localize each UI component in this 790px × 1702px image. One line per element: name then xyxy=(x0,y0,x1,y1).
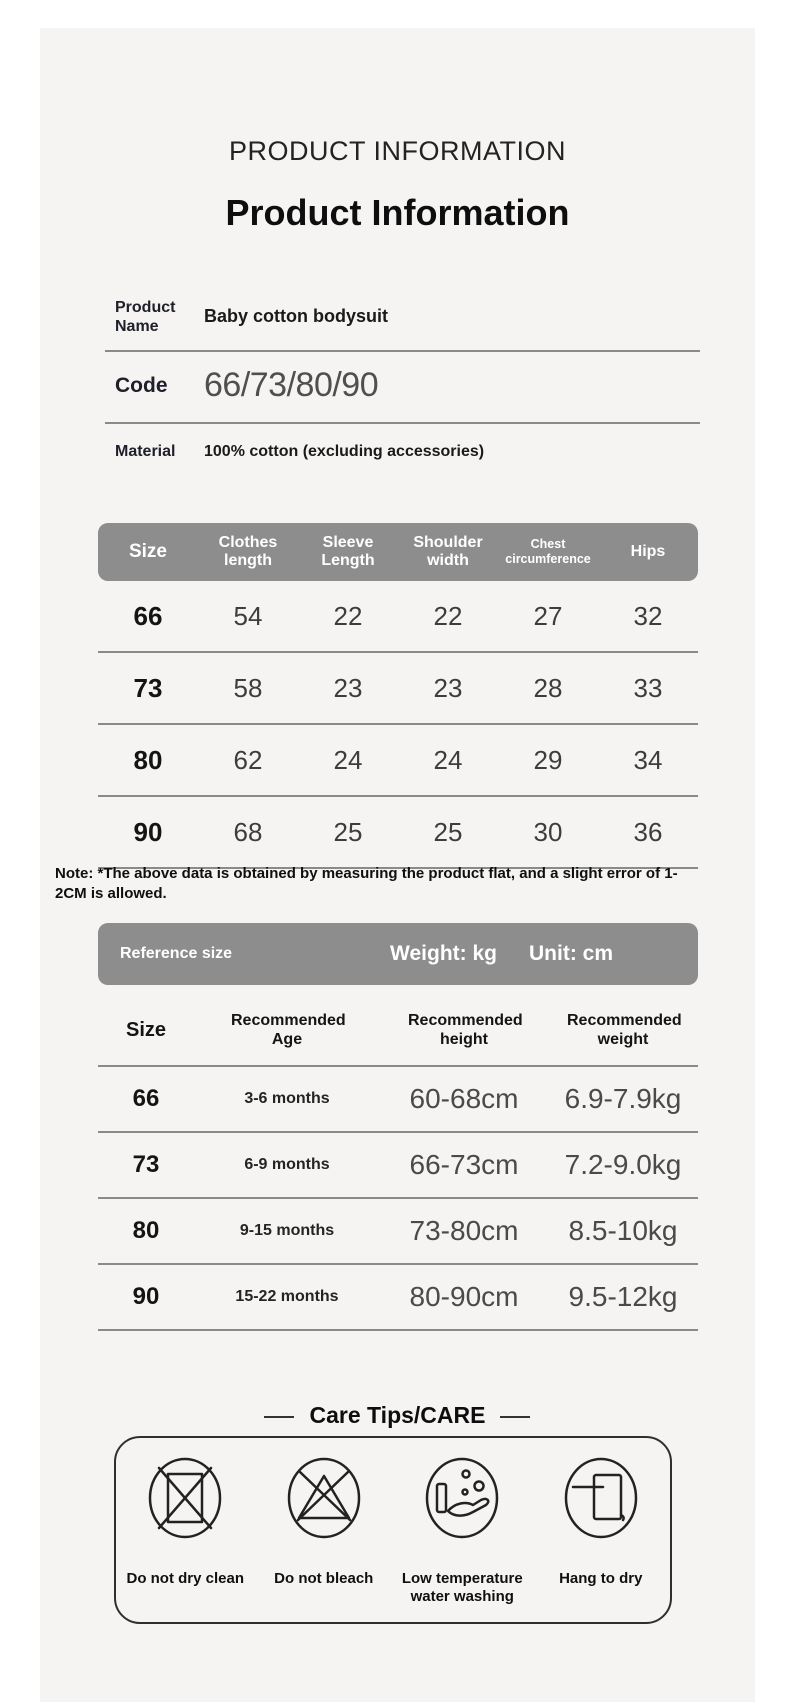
size-table-row xyxy=(98,797,698,869)
code-label: Code xyxy=(115,374,168,397)
cell-weight: 9.5-12kg xyxy=(568,1281,678,1312)
care-item-label: Do not dry clean xyxy=(126,1570,245,1587)
cell-size: 80 xyxy=(132,1217,160,1244)
cell-shoulder-width: 24 xyxy=(433,744,463,775)
do-not-bleach-icon xyxy=(286,1456,362,1540)
ref-size-col-header: Size xyxy=(125,1018,167,1041)
cell-sleeve-length: 23 xyxy=(333,672,363,703)
cell-size: 66 xyxy=(133,600,163,631)
size-table-row xyxy=(98,725,698,797)
cell-clothes-length: 68 xyxy=(233,816,263,847)
care-instructions-box xyxy=(114,1436,672,1624)
reference-size-header xyxy=(98,923,698,985)
care-title-right-line xyxy=(500,1416,530,1418)
page-title: Product Information xyxy=(225,192,570,233)
cell-weight: 6.9-7.9kg xyxy=(564,1083,682,1114)
cell-hips: 33 xyxy=(633,672,663,703)
cell-weight: 8.5-10kg xyxy=(568,1215,678,1246)
size-table-body xyxy=(98,581,698,869)
care-item xyxy=(255,1456,393,1588)
reference-table-columns xyxy=(98,995,698,1067)
page-subtitle: PRODUCT INFORMATION xyxy=(229,136,566,166)
reference-table-row xyxy=(98,1265,698,1331)
cell-size: 80 xyxy=(133,744,163,775)
divider xyxy=(105,422,700,424)
low-temperature-wash-icon xyxy=(424,1456,500,1540)
cell-height: 80-90cm xyxy=(409,1281,519,1312)
shoulder-width-col-header: Shoulder width xyxy=(413,534,483,569)
cell-shoulder-width: 25 xyxy=(433,816,463,847)
clothes-length-col-header: Clothes length xyxy=(218,534,278,569)
cell-age: 3-6 months xyxy=(244,1090,330,1107)
size-col-header: Size xyxy=(128,541,168,562)
cell-size: 66 xyxy=(132,1085,160,1112)
cell-age: 9-15 months xyxy=(239,1222,335,1239)
care-item-label: Hang to dry xyxy=(559,1570,643,1587)
care-item xyxy=(393,1456,531,1606)
ref-age-col-header: Recommended Age xyxy=(231,1012,346,1048)
cell-size: 90 xyxy=(133,816,163,847)
cell-size: 73 xyxy=(132,1151,160,1178)
cell-sleeve-length: 25 xyxy=(333,816,363,847)
cell-size: 90 xyxy=(132,1283,160,1310)
reference-table-row xyxy=(98,1133,698,1199)
reference-table-body xyxy=(98,1067,698,1331)
length-unit-label: Unit: cm xyxy=(529,942,613,965)
weight-unit-label: Weight: kg xyxy=(390,942,497,965)
divider xyxy=(105,350,700,352)
size-table-row xyxy=(98,653,698,725)
cell-age: 15-22 months xyxy=(235,1288,339,1305)
size-table-header xyxy=(98,523,698,581)
cell-height: 66-73cm xyxy=(409,1149,519,1180)
hang-to-dry-icon xyxy=(563,1456,639,1540)
material-value: 100% cotton (excluding accessories) xyxy=(204,443,485,460)
ref-weight-col-header: Recommended weight xyxy=(567,1012,682,1048)
cell-weight: 7.2-9.0kg xyxy=(564,1149,682,1180)
reference-table-row xyxy=(98,1199,698,1265)
cell-height: 60-68cm xyxy=(409,1083,519,1114)
sleeve-length-col-header: Sleeve Length xyxy=(321,534,375,569)
cell-chest: 29 xyxy=(533,744,563,775)
measurement-note: Note: *The above data is obtained by measuring the product flat, and a slight error of 1-2CM is allowed. xyxy=(55,865,678,902)
cell-shoulder-width: 23 xyxy=(433,672,463,703)
cell-age: 6-9 months xyxy=(244,1156,330,1173)
do-not-dry-clean-icon xyxy=(147,1456,223,1540)
cell-sleeve-length: 24 xyxy=(333,744,363,775)
hips-col-header: Hips xyxy=(630,543,666,560)
cell-sleeve-length: 22 xyxy=(333,600,363,631)
ref-height-col-header: Recommended height xyxy=(408,1012,523,1048)
care-item xyxy=(116,1456,254,1588)
care-title-left-line xyxy=(264,1416,294,1418)
care-tips-title: Care Tips/CARE xyxy=(309,1402,486,1428)
cell-clothes-length: 62 xyxy=(233,744,263,775)
cell-chest: 28 xyxy=(533,672,563,703)
cell-hips: 32 xyxy=(633,600,663,631)
material-label: Material xyxy=(115,443,176,460)
reference-table-row xyxy=(98,1067,698,1133)
chest-circumference-col-header: Chest circumference xyxy=(505,537,591,566)
cell-shoulder-width: 22 xyxy=(433,600,463,631)
cell-height: 73-80cm xyxy=(409,1215,519,1246)
cell-chest: 30 xyxy=(533,816,563,847)
reference-size-title: Reference size xyxy=(120,945,233,962)
care-item-label: Do not bleach xyxy=(274,1570,374,1587)
cell-clothes-length: 54 xyxy=(233,600,263,631)
cell-chest: 27 xyxy=(533,600,563,631)
cell-size: 73 xyxy=(133,672,163,703)
care-item-label: Low temperature water washing xyxy=(401,1570,523,1605)
cell-hips: 36 xyxy=(633,816,663,847)
code-value: 66/73/80/90 xyxy=(204,366,379,404)
care-item xyxy=(532,1456,670,1588)
product-name-value: Baby cotton bodysuit xyxy=(204,306,388,326)
size-table-row xyxy=(98,581,698,653)
cell-hips: 34 xyxy=(633,744,663,775)
product-name-label: Product Name xyxy=(115,299,176,335)
cell-clothes-length: 58 xyxy=(233,672,263,703)
